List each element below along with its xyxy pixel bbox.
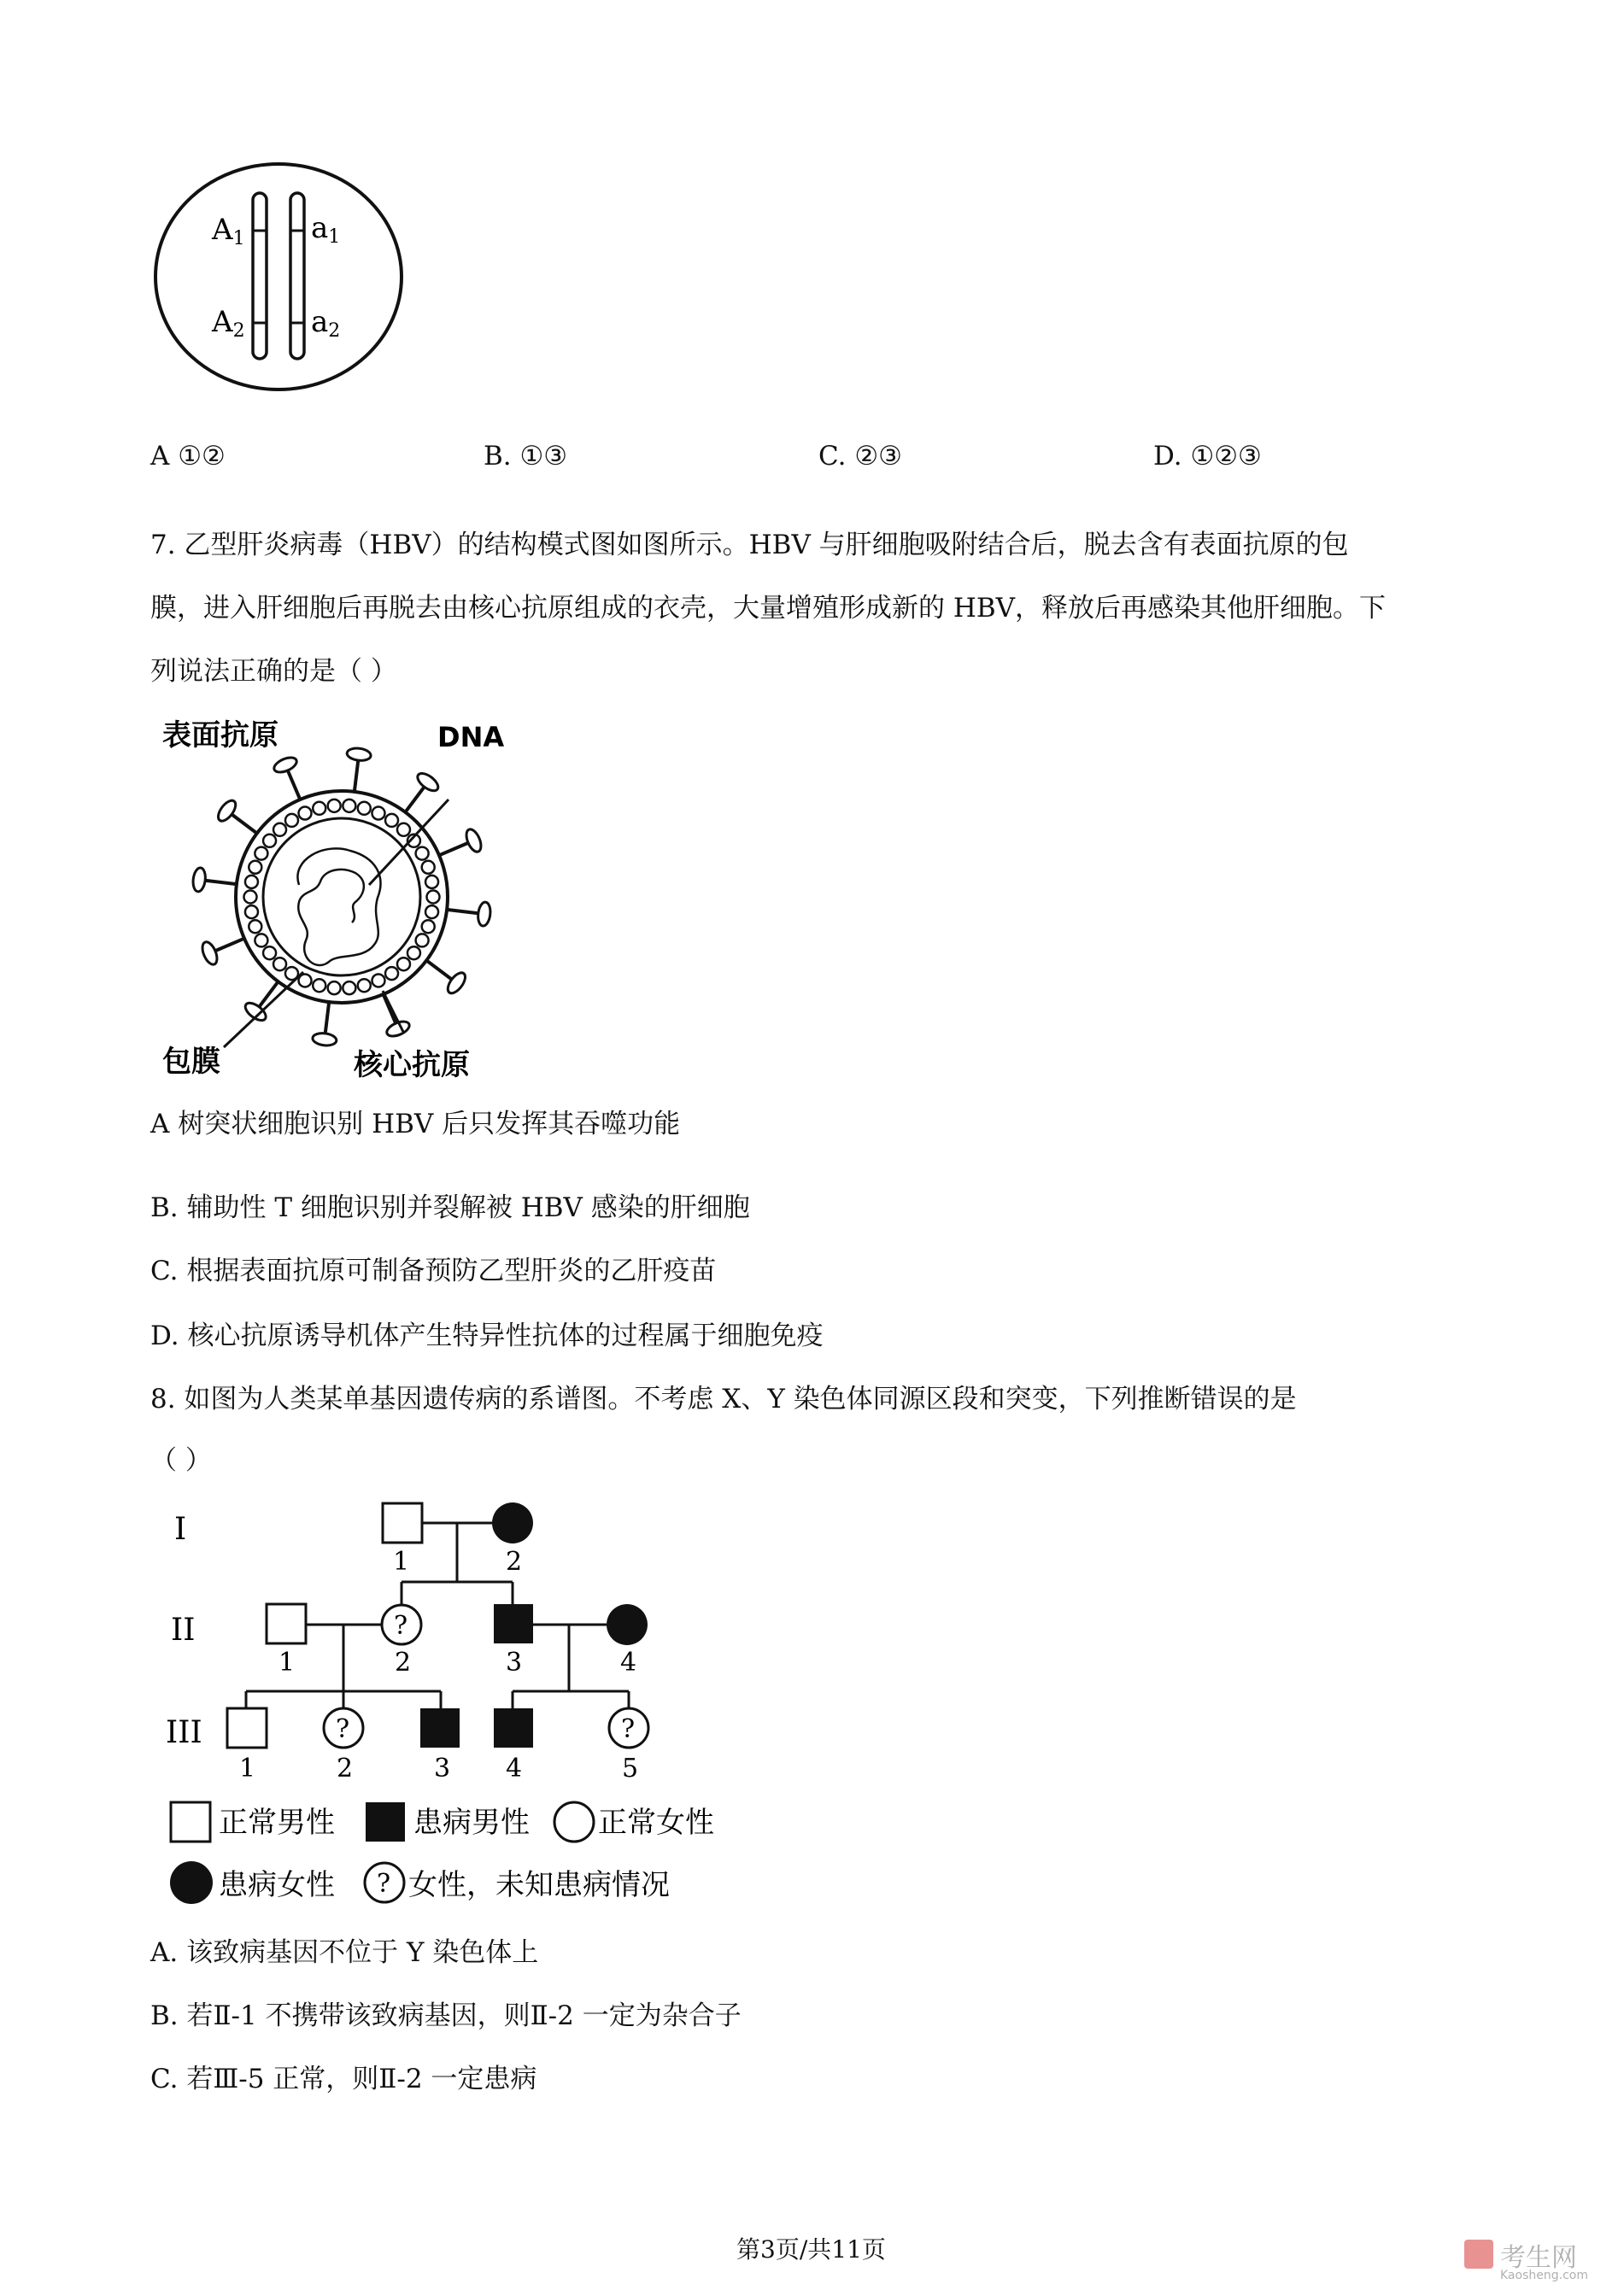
watermark-logo-icon <box>1464 2240 1493 2269</box>
III-4-affected-male <box>494 1708 533 1748</box>
q7-option-d[interactable]: D. 核心抗原诱导机体产生特异性抗体的过程属于细胞免疫 <box>150 1321 824 1351</box>
capsid-bead <box>425 905 438 918</box>
capsid-bead <box>245 876 258 888</box>
num-II-3: 3 <box>506 1648 523 1678</box>
capsid-bead <box>244 891 257 904</box>
capsid-bead <box>416 934 429 946</box>
watermark-subtext: Kaosheng.com <box>1500 2269 1588 2282</box>
q7-option-c[interactable]: C. 根据表面抗原可制备预防乙型肝炎的乙肝疫苗 <box>150 1256 717 1286</box>
num-III-2: 2 <box>337 1754 354 1784</box>
capsid-bead <box>263 835 276 847</box>
legend-affected-female-symbol <box>170 1861 213 1904</box>
legend-normal-female-label: 正常女性 <box>598 1806 714 1840</box>
spike-stem <box>355 759 359 792</box>
num-I-1: 1 <box>393 1547 410 1577</box>
capsid-bead <box>422 861 435 874</box>
II-3-affected-male <box>494 1604 533 1643</box>
capsid-bead <box>255 934 267 946</box>
q7-option-a[interactable]: A 树突状细胞识别 HBV 后只发挥其吞噬功能 <box>150 1109 681 1139</box>
q8-stem-line-2: （ ） <box>150 1445 212 1476</box>
II-4-affected-female <box>607 1604 648 1645</box>
capsid-bead <box>255 847 267 860</box>
spike-head <box>464 827 484 853</box>
pedigree-chart <box>154 1486 769 1888</box>
spike-head <box>312 1032 337 1046</box>
legend-question-mark: ? <box>377 1869 391 1899</box>
watermark-text: 考生网 <box>1500 2243 1577 2273</box>
capsid-bead <box>425 876 438 888</box>
spike-head <box>243 999 269 1023</box>
generation-I: I <box>174 1512 187 1547</box>
label-a2: a2 <box>311 305 341 342</box>
generation-II: II <box>171 1613 196 1648</box>
num-II-2: 2 <box>395 1648 412 1678</box>
capsid-bead <box>273 958 286 970</box>
capsid-bead <box>313 979 325 992</box>
capsid-bead <box>397 823 410 836</box>
generation-III: III <box>166 1715 202 1750</box>
I-2-affected-female <box>492 1502 533 1543</box>
spike-stem <box>405 786 425 811</box>
q7-stem-line-3: 列说法正确的是（ ） <box>150 656 397 687</box>
spike-stem <box>287 770 300 800</box>
spike-stem <box>214 939 244 952</box>
capsid-bead <box>397 958 410 970</box>
capsid-bead <box>358 802 371 815</box>
num-III-4: 4 <box>506 1754 523 1784</box>
capsid-bead <box>273 823 286 836</box>
num-III-3: 3 <box>434 1754 451 1784</box>
capsid-bead <box>328 981 341 994</box>
spike-stem <box>384 994 396 1024</box>
num-I-2: 2 <box>506 1547 523 1577</box>
q8-option-b[interactable]: B. 若Ⅱ-1 不携带该致病基因，则Ⅱ-2 一定为杂合子 <box>150 2000 742 2031</box>
spike-head <box>192 867 207 892</box>
label-surface-antigen: 表面抗原 <box>162 718 278 753</box>
q7-stem-line-2: 膜，进入肝细胞后再脱去由核心抗原组成的衣壳，大量增殖形成新的 HBV，释放后再感染其他肝细胞。下 <box>150 593 1387 624</box>
num-II-1: 1 <box>278 1648 296 1678</box>
spike-stem <box>204 881 237 885</box>
capsid-bead <box>427 891 440 904</box>
page-number: 第3页/共11页 <box>736 2235 886 2264</box>
capsid-bead <box>422 920 435 933</box>
II-1-normal-male <box>267 1604 306 1643</box>
III-3-affected-male <box>420 1708 460 1748</box>
label-core-antigen: 核心抗原 <box>354 1048 470 1082</box>
label-a1: a1 <box>311 211 341 248</box>
III-5-question-mark: ? <box>621 1714 636 1744</box>
capsid-bead <box>328 800 341 812</box>
label-dna: DNA <box>437 721 505 753</box>
legend-affected-male-symbol <box>366 1802 405 1842</box>
spike-stem <box>447 910 479 914</box>
capsid-bead <box>407 946 420 959</box>
spike-head <box>444 969 468 996</box>
III-2-question-mark: ? <box>336 1714 350 1744</box>
legend-affected-female-label: 患病女性 <box>219 1868 335 1902</box>
spike-head <box>414 770 441 794</box>
capsid-bead <box>343 800 355 812</box>
capsid-bead <box>372 807 384 820</box>
spike-head <box>477 901 491 926</box>
capsid-bead <box>263 946 276 959</box>
I-1-normal-male <box>383 1503 422 1543</box>
capsid-bead <box>249 920 261 933</box>
q7-option-b[interactable]: B. 辅助性 T 细胞识别并裂解被 HBV 感染的肝细胞 <box>150 1192 750 1223</box>
num-III-1: 1 <box>239 1754 256 1784</box>
capsid-bead <box>343 981 355 994</box>
pedigree-legend-row-2 <box>167 1859 765 1910</box>
spike-head <box>272 755 298 776</box>
spike-stem <box>325 1002 330 1034</box>
watermark <box>1464 2236 1618 2287</box>
spike-stem <box>439 842 469 855</box>
capsid-bead <box>385 814 398 827</box>
legend-normal-female-symbol <box>554 1802 594 1842</box>
q8-option-c[interactable]: C. 若Ⅲ-5 正常，则Ⅱ-2 一定患病 <box>150 2064 537 2094</box>
num-II-4: 4 <box>620 1648 637 1678</box>
capsid-bead <box>313 802 325 815</box>
spike-head <box>346 747 371 762</box>
q8-option-a[interactable]: A. 该致病基因不位于 Y 染色体上 <box>150 1937 539 1968</box>
q6-option-b[interactable]: B. ①③ <box>484 441 568 472</box>
III-1-normal-male <box>227 1708 267 1748</box>
spike-stem <box>426 960 452 980</box>
spike-head <box>215 798 239 824</box>
capsid-bead <box>358 979 371 992</box>
capsid-bead <box>372 974 384 987</box>
capsid-bead <box>416 847 429 860</box>
q7-stem-line-1: 7. 乙型肝炎病毒（HBV）的结构模式图如图所示。HBV 与肝细胞吸附结合后，脱去含有表面抗原的包 <box>150 530 1349 560</box>
hbv-structure-figure <box>154 714 513 1090</box>
legend-unknown-female-label: 女性，未知患病情况 <box>408 1868 670 1902</box>
q6-option-c[interactable]: C. ②③ <box>818 441 902 472</box>
spike-head <box>200 940 220 966</box>
chromosome-figure <box>150 161 412 403</box>
num-III-5: 5 <box>622 1754 639 1784</box>
capsid-bead <box>299 807 312 820</box>
capsid-bead <box>249 861 261 874</box>
q6-option-d[interactable]: D. ①②③ <box>1153 441 1262 472</box>
capsid-bead <box>285 814 298 827</box>
legend-normal-male-symbol <box>171 1802 210 1842</box>
q6-option-a[interactable]: A ①② <box>150 441 226 472</box>
label-envelope: 包膜 <box>162 1045 220 1079</box>
q8-stem-line-1: 8. 如图为人类某单基因遗传病的系谱图。不考虑 X、Y 染色体同源区段和突变，下列推断错误的是 <box>150 1384 1297 1414</box>
capsid-bead <box>385 967 398 980</box>
spike-stem <box>231 814 256 834</box>
legend-normal-male-label: 正常男性 <box>219 1806 335 1840</box>
capsid-bead <box>245 905 258 918</box>
legend-affected-male-label: 患病男性 <box>413 1806 530 1840</box>
label-A1: A1 <box>212 213 245 249</box>
II-2-question-mark: ? <box>394 1611 408 1641</box>
label-A2: A2 <box>212 305 245 342</box>
